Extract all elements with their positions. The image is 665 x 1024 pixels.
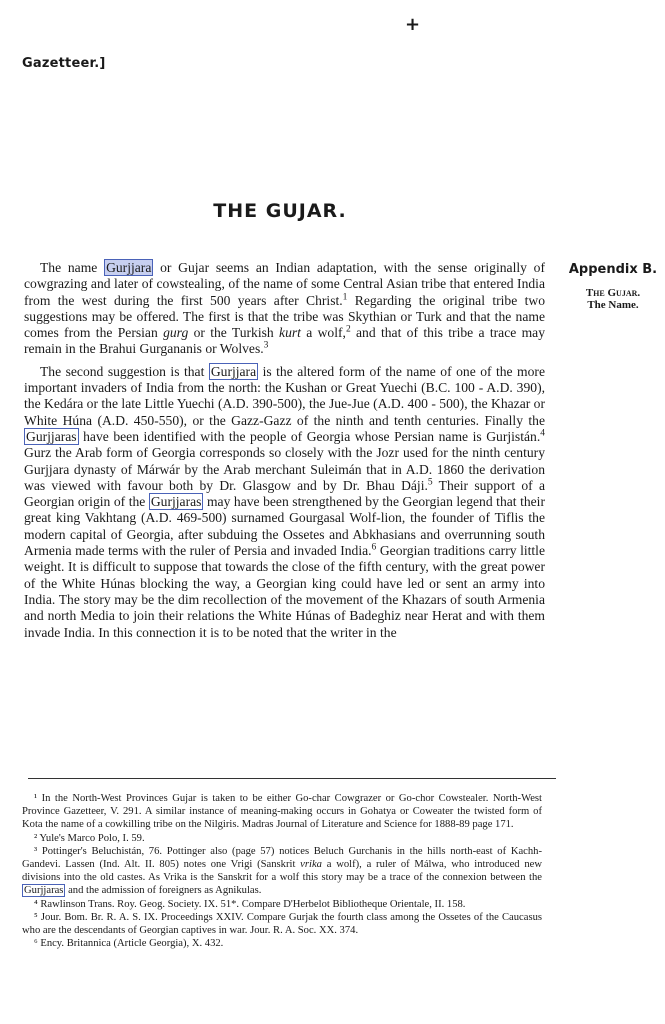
footnote-4: ⁴ Rawlinson Trans. Roy. Geog. Society. IX. 51*. Compare D'Herbelot Bibliotheque Orientale, II. 158. [34, 898, 466, 910]
text: The second suggestion is that [40, 363, 209, 379]
footnote-3 [22, 845, 542, 898]
term-vrika: vrika [300, 859, 322, 871]
footnote-divider [28, 778, 556, 779]
text: Gurz the Arab form of Georgia corresponds so closely with the Jozr used for the ninth century Gurjjara dynasty of Márwár by the Arab merchant Suleimán that in A.D. 1860 the derivation was viewed with favour both by Dr. Glasgow and by Dr. Bhau Dáji. [24, 445, 545, 493]
margin-appendix: Appendix B. [568, 262, 658, 277]
text: a wolf, [300, 325, 346, 341]
footnote-ref-3[interactable]: 3 [263, 340, 269, 351]
footnote-1: ¹ In the North-West Provinces Gujar is taken to be either Go-char Cowgrazer or Go-chor Cowstealer. North-West Province Gazetteer, V. 291. A similar instance of meaning-making occurs in Gohatya or Coweater the twisted form of Kota the name of a cowkilling tribe on the Nilgiris. Madras Journal of Literature and Science for 1888-89 page 171. [22, 793, 542, 831]
footnote-ref-1[interactable]: 1 [342, 292, 348, 303]
footnote-ref-2[interactable]: 2 [345, 324, 351, 335]
page-title: THE GUJAR. [213, 200, 347, 222]
text: may have been strengthened by the Georgian legend that their great king Vakhtang (A.D. 469-500) surnamed Gourgasal Wolf-lion, the founder of Tiflis the modern capital of Georgia, after subduing the Ossetes and Abkhasians and overrunning south Armenia made terms with the ruler of Persia and invaded India. [24, 494, 545, 559]
text: ³ Pottinger's Beluchistán, 76. Pottinger also (page 57) notices Beluch Gurchanis in the hills north-east of Kachh-Gandevi. Lassen (Ind. Alt. II. 805) notes one Vrigi (Sanskrit [22, 845, 542, 871]
term-kurt: kurt [279, 325, 301, 341]
text: The name [40, 260, 105, 275]
main-text [24, 260, 545, 641]
margin-subsection: The Name. [587, 299, 639, 311]
highlight-gurjjaras[interactable]: Gurjjaras [26, 428, 77, 444]
margin-section: The Gujar. [585, 287, 641, 299]
footnote-ref-4[interactable]: 4 [540, 428, 545, 439]
paragraph-1 [24, 260, 545, 358]
text: is the altered form of the name of one of the more important invaders of India from the north: the Kushan or Great Yuechi (B.C. 100 - A.D. 390), the Kedára or the late Little Yuechi (A.D. 390-500), the Jue-Jue (A.D. 400 - 500), the Khazar or White Húna (A.D. 450-550), or the Gazz-Gazz of the ninth and tenth centuries. Finally the [24, 363, 545, 428]
text: and the admission of foreigners as Agnikulas. [65, 885, 262, 897]
text: or the Turkish [188, 325, 280, 341]
text: a wolf), a ruler of Málwa, who introduced new divisions into the old castes. As Vrika is the Sanskrit for a wolf this story may be a trace of the connexion between the [22, 859, 543, 884]
text: Georgian traditions carry little weight. It is difficult to suppose that towards the close of the fifth century, with the great power of the White Húnas blocking the way, a Georgian king could have led or sent an army into India. The story may be the dim recollection of the movement of the Khazars of south Armenia and north Media to join their relations the White Húnas of Badeghiz near Herat and with them invade India. In this connection it is to be noted that the writer in the [24, 543, 545, 640]
term-gurg: gurg [163, 325, 189, 341]
text: have been identified with the people of Georgia whose Persian name is Gurjistán. [78, 428, 541, 444]
footnote-2: ² Yule's Marco Polo, I. 59. [34, 832, 145, 844]
text: Regarding the original tribe two suggestions may be offered. The first is that the tribe was Skythian or Turk and that the name comes from the Persian [24, 292, 545, 341]
corner-mark: + [405, 14, 421, 35]
footnote-ref-6[interactable]: 6 [371, 542, 377, 553]
text: and that of this tribe a trace may remain in the Brahui Gurgananis or Wolves. [24, 325, 545, 357]
running-header: Gazetteer.] [22, 56, 106, 71]
text: or Gujar seems an Indian adaptation, with the sense originally of cowgrazing and later of cowstealing, of the name of some Central Asian tribe that entered India from the west during the first 500 years after Christ. [24, 260, 545, 308]
highlight-gurjjara[interactable]: Gurjjara [210, 363, 257, 379]
highlight-gurjjaras[interactable]: Gurjjaras [150, 494, 202, 510]
text: Their support of a Georgian origin of the [24, 477, 545, 510]
paragraph-2 [24, 364, 545, 641]
footnote-6: ⁶ Ency. Britannica (Article Georgia), X. 432. [34, 938, 224, 950]
footnote-ref-5[interactable]: 5 [427, 477, 433, 488]
margin-note [563, 262, 663, 311]
highlight-gurjjara[interactable]: Gurjjara [106, 260, 152, 275]
footnotes [22, 792, 542, 950]
footnote-5: ⁵ Jour. Bom. Br. R. A. S. IX. Proceedings XXIV. Compare Gurjak the fourth class among the Ossetes of the Caucasus who are the descendants of Georgian captives in war. Jour. R. A. Soc. XX. 374. [22, 911, 542, 937]
highlight-gurjjaras[interactable]: Gurjjaras [24, 885, 64, 897]
